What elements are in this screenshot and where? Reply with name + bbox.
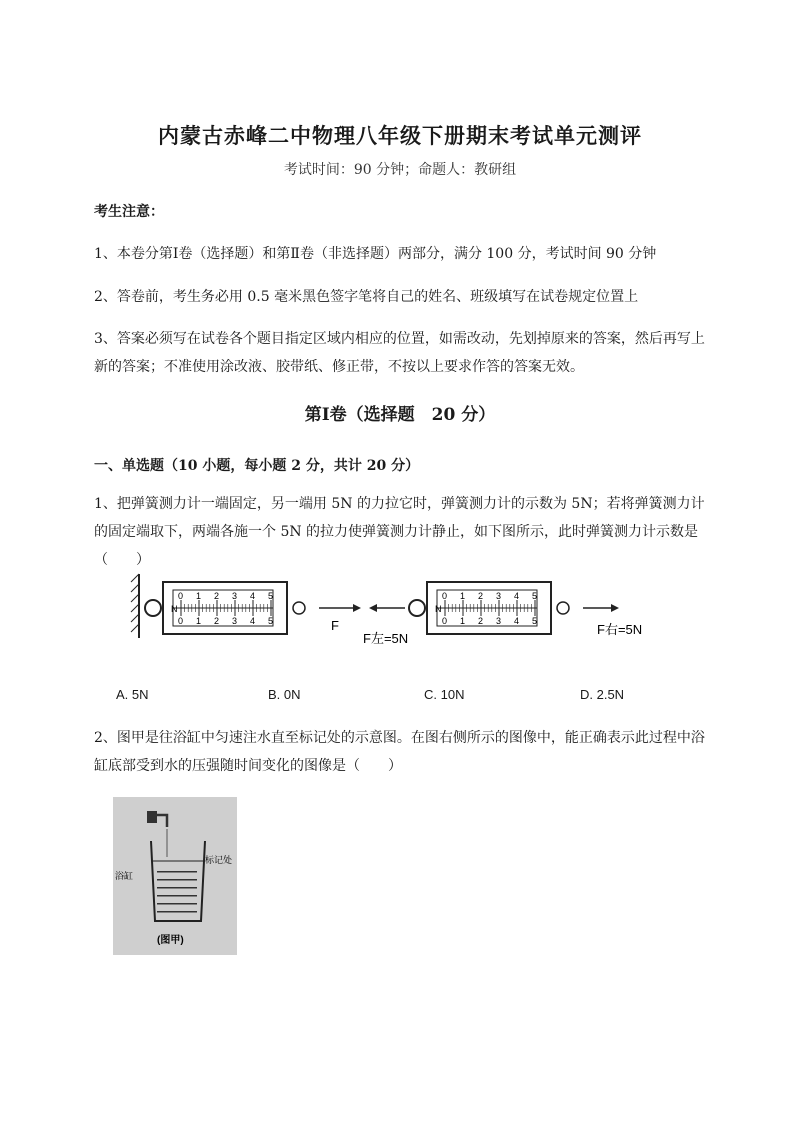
spring-balance-figure: [127, 566, 667, 666]
scale-tick-label: 3: [496, 616, 502, 626]
mark-label: 标记处: [205, 855, 233, 865]
page-title: 内蒙古赤峰二中物理八年级下册期末考试单元测评: [158, 123, 642, 148]
figure-caption: (图甲): [157, 935, 184, 946]
left-spring-balance: [145, 582, 361, 634]
right-spring-balance: [369, 582, 619, 634]
scale-tick-label: 5: [532, 616, 538, 626]
exam-info: 考试时间：90 分钟；命题人：教研组: [283, 162, 517, 178]
notice-heading: 考生注意：: [94, 204, 164, 220]
force-label-left: F左=5N: [363, 631, 409, 646]
scale-tick-label: 0: [442, 591, 448, 601]
scale-tick-label: 5: [268, 616, 274, 626]
force-label-right: F右=5N: [597, 622, 643, 637]
scale-tick-label: 4: [514, 616, 520, 626]
notice-item-2: 2、答卷前，考生务必用 0.5 毫米黑色签字笔将自己的姓名、班级填写在试卷规定位置上: [94, 289, 639, 305]
notice-item-3: 3、答案必须写在试卷各个题目指定区域内相应的位置，如需改动，先划掉原来的答案，然后再写上新的答案；不准使用涂改液、胶带纸、修正带，不按以上要求作答的答案无效。: [94, 331, 705, 375]
section-title: 第Ⅰ卷（选择题 20 分）: [304, 405, 496, 425]
scale-tick-label: 1: [196, 591, 202, 601]
scale-tick-label: 2: [214, 591, 220, 601]
faucet-icon: [147, 811, 157, 823]
force-label-f: F: [331, 618, 339, 633]
scale-tick-label: 3: [232, 616, 238, 626]
scale-unit-label: N: [171, 604, 178, 614]
scale-tick-label: 3: [496, 591, 502, 601]
scale-tick-label: 1: [460, 591, 466, 601]
scale-tick-label: 1: [460, 616, 466, 626]
question-1-text: 1、把弹簧测力计一端固定，另一端用 5N 的力拉它时，弹簧测力计的示数为 5N；若将弹簧测力计的固定端取下，两端各施一个 5N 的拉力使弹簧测力计静止，如下图所示，此时弹簧测力计示数是（ ）: [94, 496, 705, 568]
scale-tick-label: 0: [178, 591, 184, 601]
bathtub-figure: [113, 797, 237, 955]
scale-tick-label: 4: [514, 591, 520, 601]
part-heading: 一、单选题（10 小题，每小题 2 分，共计 20 分）: [94, 458, 420, 474]
notice-item-1: 1、本卷分第Ⅰ卷（选择题）和第Ⅱ卷（非选择题）两部分，满分 100 分，考试时间 90 分钟: [94, 246, 657, 262]
scale-tick-label: 4: [250, 616, 256, 626]
scale-tick-label: 2: [214, 616, 220, 626]
option-c[interactable]: C. 10N: [424, 687, 465, 702]
scale-tick-label: 0: [178, 616, 184, 626]
scale-tick-label: 2: [478, 591, 484, 601]
scale-tick-label: 1: [196, 616, 202, 626]
scale-tick-label: 3: [232, 591, 238, 601]
bathtub-illustration: [113, 797, 237, 955]
scale-tick-label: 0: [442, 616, 448, 626]
wall-hatching: [131, 574, 139, 638]
option-a[interactable]: A. 5N: [116, 687, 149, 702]
option-b[interactable]: B. 0N: [268, 687, 301, 702]
scale-tick-label: 5: [532, 591, 538, 601]
scale-tick-label: 2: [478, 616, 484, 626]
scale-tick-label: 5: [268, 591, 274, 601]
option-d[interactable]: D. 2.5N: [580, 687, 625, 702]
scale-tick-label: 4: [250, 591, 256, 601]
question-2-text: 2、图甲是往浴缸中匀速注水直至标记处的示意图。在图右侧所示的图像中，能正确表示此过程中浴缸底部受到水的压强随时间变化的图像是（ ）: [94, 730, 705, 774]
scale-unit-label: N: [435, 604, 442, 614]
tub-label: 浴缸: [115, 871, 134, 881]
